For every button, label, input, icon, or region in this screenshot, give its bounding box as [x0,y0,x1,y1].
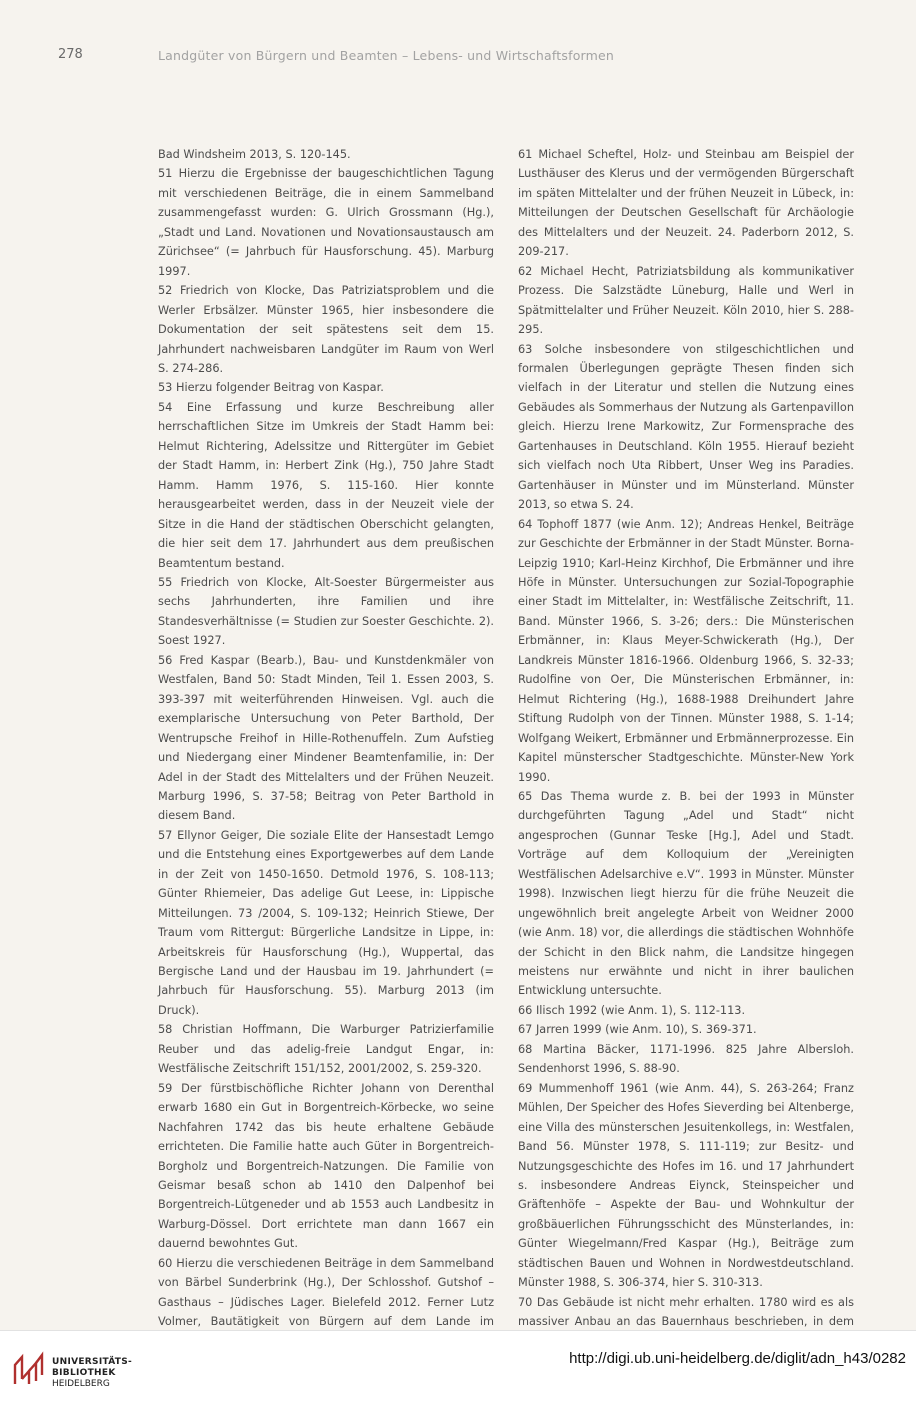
footnote: 70 Das Gebäude ist nicht mehr erhalten. 1780 wird es als massiver Anbau an das Bauernhaus beschrieben, in dem [518,1295,854,1329]
footnote: 56 Fred Kaspar (Bearb.), Bau- und Kunstdenkmäler von Westfalen, Band 50: Stadt Minden, Teil 1. Essen 2003, S. 393-397 mit weiterführenden Hinweisen. Vgl. auch die exemplarische Untersuchung von Peter Barthold, Der Wentrupsche Freihof in Hille-Rothenuffeln. Zum Aufstieg und Niedergang einer Mindener Beamtenfamilie, in: Der Adel in der Stadt des Mittelalters und der Frühen Neuzeit. Marburg 1996, S. 37-58; Beitrag von Peter Barthold in diesem Band. [158,653,494,823]
footnote: 61 Michael Scheftel, Holz- und Steinbau am Beispiel der Lusthäuser des Klerus und der vermögenden Bürgerschaft im späten Mittelalter und der frühen Neuzeit in Lübeck, in: Mitteilungen der Deutschen Gesellschaft für Archäologie des Mittelalters und der Neuzeit. 24. Paderborn 2012, S. 209-217. [518,148,854,259]
library-logo-icon [12,1351,44,1387]
footnote: 59 Der fürstbischöfliche Richter Johann von Derenthal erwarb 1680 ein Gut in Borgentreich-Körbecke, wo seine Nachfahren 1742 das bis heute erhaltene Gebäude errichteten. Die Familie hatte auch Güter in Borgentreich-Borgholz und Borgentreich-Natzungen. Die Familie von Geismar besaß schon ab 1410 den Dalpenhof bei Borgentreich-Lütgeneder und ab 1553 auch Landbesitz in Warburg-Dössel. Dort errichtete man dann 1667 ein dauernd bewohntes Gut. [158,1081,494,1251]
footnote: 68 Martina Bäcker, 1171-1996. 825 Jahre Albersloh. Sendenhorst 1996, S. 88-90. [518,1042,854,1076]
footnote: 55 Friedrich von Klocke, Alt-Soester Bürgermeister aus sechs Jahrhunderten, ihre Familien und ihre Standesverhältnisse (= Studien zur Soester Geschichte. 2). Soest 1927. [158,575,494,648]
footnotes-right-column [518,145,854,1351]
footnote: 62 Michael Hecht, Patriziatsbildung als kommunikativer Prozess. Die Salzstädte Lüneburg, Halle und Werl in Spätmittelalter und Früher Neuzeit. Köln 2010, hier S. 288-295. [518,264,854,337]
footnotes-left-column [158,145,494,1390]
footnote: 65 Das Thema wurde z. B. bei der 1993 in Münster durchgeführten Tagung „Adel und Stadt“ nicht angesprochen (Gunnar Teske [Hg.], Adel und Stadt. Vorträge auf dem Kolloquium der „Vereinigten Westfälischen Adelsarchive e.V“. 1993 in Münster. Münster 1998). Inzwischen liegt hierzu für die frühe Neuzeit die ungewöhnlich breit angelegte Arbeit von Weidner 2000 (wie Anm. 18) vor, die allerdings die städtischen Wohnhöfe der Schicht in den Blick nahm, die Landsitze hingegen meistens nur erwähnte und nicht in ihrer baulichen Entwicklung untersuchte. [518,789,854,998]
footnote: 66 Ilisch 1992 (wie Anm. 1), S. 112-113. [518,1003,746,1017]
page-number: 278 [58,47,83,62]
library-name: UNIVERSITÄTS- BIBLIOTHEK HEIDELBERG [52,1357,133,1389]
footnote: 58 Christian Hoffmann, Die Warburger Patrizierfamilie Reuber und das adelig-freie Landgut Engar, in: Westfälische Zeitschrift 151/152, 2001/2002, S. 259-320. [158,1023,494,1076]
footnote: 57 Ellynor Geiger, Die soziale Elite der Hansestadt Lemgo und die Entstehung eines Exportgewerbes auf dem Lande in der Zeit von 1450-1650. Detmold 1976, S. 108-113; Günter Rhiemeier, Das adelige Gut Leese, in: Lippische Mitteilungen. 73 /2004, S. 109-132; Heinrich Stiewe, Der Traum vom Rittergut: Bürgerliche Landsitze in Lippe, in: Arbeitskreis für Hausforschung (Hg.), Wuppertal, das Bergische Land und der Hausbau im 19. Jahrhundert (= Jahrbuch für Hausforschung. 55). Marburg 2013 (im Druck). [158,828,494,1017]
footnote: 53 Hierzu folgender Beitrag von Kaspar. [158,381,384,395]
viewer-footer [0,1330,916,1403]
footnote: 51 Hierzu die Ergebnisse der baugeschichtlichen Tagung mit verschiedenen Beiträge, die in einem Sammelband zusammengefasst wurden: G. Ulrich Grossmann (Hg.), „Stadt und Land. Novationen und Novationsaustausch am Zürichsee“ (= Jahrbuch für Hausforschung. 45). Marburg 1997. [158,167,494,278]
footnote: 60 Hierzu die verschiedenen Beiträge in dem Sammelband von Bärbel Sunderbrink (Hg.), Der Schlosshof. Gutshof – Gasthaus – Jüdisches Lager. Bielefeld 2012. Ferner Lutz Volmer, Bautätigkeit von Bürgern auf dem Lande im [158,1256,494,1329]
footnote: 54 Eine Erfassung und kurze Beschreibung aller herrschaftlichen Sitze im Umkreis der Stadt Hamm bei: Helmut Richtering, Adelssitze und Rittergüter im Gebiet der Stadt Hamm, in: Herbert Zink (Hg.), 750 Jahre Stadt Hamm. Hamm 1976, S. 115-160. Hier konnte herausgearbeitet werden, dass in der Neuzeit viele der Sitze in die Hand der städtischen Oberschicht gelangten, die hier seit dem 17. Jahrhundert aus dem preußischen Beamtentum bestand. [158,400,494,570]
footnote: Bad Windsheim 2013, S. 120-145. [158,148,351,161]
footnote: 67 Jarren 1999 (wie Anm. 10), S. 369-371. [518,1023,757,1037]
footnote: 69 Mummenhoff 1961 (wie Anm. 44), S. 263-264; Franz Mühlen, Der Speicher des Hofes Sieverding bei Altenberge, eine Villa des münsterschen Jesuitenkollegs, in: Westfalen, Band 56. Münster 1978, S. 111-119; zur Besitz- und Nutzungsgeschichte des Hofes im 16. und 17 Jahrhundert s. insbesondere Andreas Eiynck, Steinspeicher und Gräftenhöfe – Aspekte der Bau- und Wohnkultur der großbäuerlichen Führungsschicht des Münsterlandes, in: Günter Wiegelmann/Fred Kaspar (Hg.), Beiträge zum städtischen Bauen und Wohnen in Nordwestdeutschland. Münster 1988, S. 306-374, hier S. 310-313. [518,1081,854,1290]
footnote: 64 Tophoff 1877 (wie Anm. 12); Andreas Henkel, Beiträge zur Geschichte der Erbmänner in der Stadt Münster. Borna-Leipzig 1910; Karl-Heinz Kirchhof, Die Erbmänner und ihre Höfe in Münster. Untersuchungen zur Sozial-Topographie einer Stadt im Mittelalter, in: Westfälische Zeitschrift, 11. Band. Münster 1966, S. 3-26; ders.: Die Münsterischen Erbmänner, in: Klaus Meyer-Schwickerath (Hg.), Der Landkreis Münster 1816-1966. Oldenburg 1966, S. 32-33; Rudolfine von Oer, Die Münsterischen Erbmänner, in: Helmut Richtering (Hg.), 1688-1988 Dreihundert Jahre Stiftung Rudolph von der Tinnen. Münster 1988, S. 1-14; Wolfgang Weikert, Erbmänner und Erbmännerprozesse. Ein Kapitel münsterscher Stadtgeschichte. Münster-New York 1990. [518,517,854,784]
permalink-url[interactable]: http://digi.ub.uni-heidelberg.de/diglit/adn_h43/0282 [569,1350,906,1367]
footnote: 52 Friedrich von Klocke, Das Patriziatsproblem und die Werler Erbsälzer. Münster 1965, hier insbesondere die Dokumentation der seit spätestens seit dem 15. Jahrhundert nachweisbaren Landgüter im Raum von Werl S. 274-286. [158,284,494,375]
footnote: 63 Solche insbesondere von stilgeschichtlichen und formalen Überlegungen geprägte Thesen finden sich vielfach in der Literatur und stellen die Nutzung eines Gebäudes als Sommerhaus der Nutzung als Gartenpavillon gleich. Hierzu Irene Markowitz, Zur Formensprache des Gartenhauses in Deutschland. Köln 1955. Hierauf bezieht sich vielfach noch Uta Ribbert, Unser Weg ins Paradies. Gartenhäuser in Münster und im Münsterland. Münster 2013, so etwa S. 24. [518,342,854,512]
running-title: Landgüter von Bürgern und Beamten – Lebens- und Wirtschaftsformen [158,48,615,63]
